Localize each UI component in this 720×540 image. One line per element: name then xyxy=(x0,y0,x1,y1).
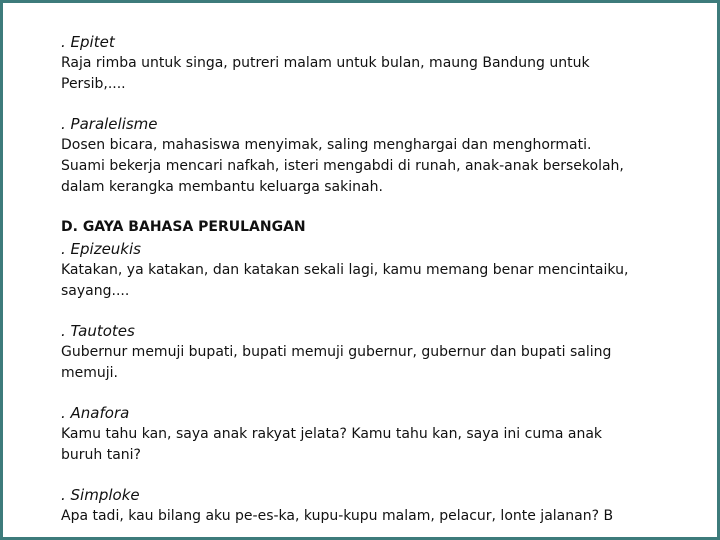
body-line: dalam kerangka membantu keluarga sakinah. xyxy=(61,179,383,195)
body-line: Apa tadi, kau bilang aku pe-es-ka, kupu-kupu malam, pelacur, lonte jalanan? B xyxy=(61,508,614,524)
body-line: Persib,.... xyxy=(61,76,126,92)
body-line: Gubernur memuji bupati, bupati memuji gubernur, gubernur dan bupati saling xyxy=(61,344,612,360)
section-title: . Simploke xyxy=(61,486,140,504)
slide-content xyxy=(61,31,701,527)
body-line: Dosen bicara, mahasiswa menyimak, saling menghargai dan menghormati. xyxy=(61,137,592,153)
body-line: Kamu tahu kan, saya anak rakyat jelata? Kamu tahu kan, saya ini cuma anak xyxy=(61,426,603,442)
section-epizeukis xyxy=(61,216,701,302)
section-paralelisme xyxy=(61,113,701,198)
body-line: sayang.... xyxy=(61,283,130,299)
section-title: . Epitet xyxy=(61,33,115,51)
section-title: . Epizeukis xyxy=(61,240,141,258)
section-epitet xyxy=(61,31,701,95)
body-line: Katakan, ya katakan, dan katakan sekali lagi, kamu memang benar mencintaiku, xyxy=(61,262,629,278)
body-line: Raja rimba untuk singa, putreri malam untuk bulan, maung Bandung untuk xyxy=(61,55,590,71)
section-anafora xyxy=(61,402,701,466)
section-simploke xyxy=(61,484,701,527)
section-tautotes xyxy=(61,320,701,384)
body-line: memuji. xyxy=(61,365,118,381)
major-heading: D. GAYA BAHASA PERULANGAN xyxy=(61,219,306,235)
section-title: . Tautotes xyxy=(61,322,135,340)
section-title: . Paralelisme xyxy=(61,115,158,133)
body-line: buruh tani? xyxy=(61,447,141,463)
section-title: . Anafora xyxy=(61,404,130,422)
body-line: Suami bekerja mencari nafkah, isteri mengabdi di runah, anak-anak bersekolah, xyxy=(61,158,624,174)
